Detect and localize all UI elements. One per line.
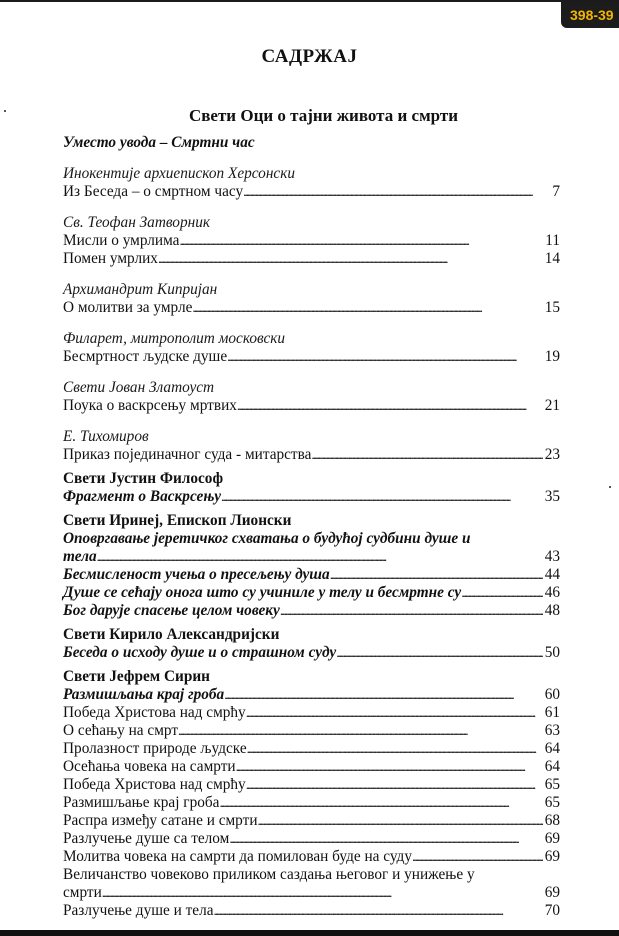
toc-author-heading: Свети Јефрем Сирин (63, 668, 210, 685)
toc-entry (63, 446, 560, 464)
toc-author-heading: Свети Иринеј, Епископ Лионски (63, 512, 292, 529)
dot-leader (330, 566, 543, 584)
toc-entry (63, 250, 560, 268)
toc-entry-title: Распра између сатане и смрти (63, 812, 258, 829)
toc-entry-title: Размишљање крај гроба (63, 794, 220, 811)
toc-entry-title: Помен умрлих (63, 250, 158, 267)
toc-entry (63, 704, 560, 722)
toc-entry-title: Приказ појединачног суда - митарства (63, 446, 312, 463)
toc-entry (63, 758, 560, 776)
toc-spacer (63, 268, 560, 281)
toc-author: Филарет, митрополит московски (63, 330, 286, 347)
toc-entry (63, 686, 560, 704)
toc-page-number: 60 (544, 686, 560, 703)
toc-entry (63, 812, 560, 830)
toc-entry-title: Победа Христова над смрћу (63, 776, 246, 793)
toc-entry (63, 902, 560, 920)
dot-leader (461, 584, 542, 602)
toc-page-number: 48 (544, 602, 560, 619)
dot-leader (219, 794, 542, 812)
toc-entry (63, 830, 560, 848)
dot-leader (243, 183, 544, 201)
toc-page-number: 21 (544, 397, 560, 414)
toc-entry (63, 740, 560, 758)
dot-leader (229, 830, 542, 848)
toc-author: Е. Тихомиров (63, 428, 149, 445)
toc-author-heading: Свети Кирило Александријски (63, 626, 280, 643)
bottom-border (0, 930, 619, 936)
toc-entry-title: Оповргавање јеретичког схватања о будућој судбини душе и (63, 530, 471, 547)
toc-spacer (63, 415, 560, 428)
dot-leader (102, 884, 543, 902)
dot-leader (412, 848, 543, 866)
toc-page-number: 69 (544, 830, 560, 847)
toc-spacer (63, 201, 560, 214)
toc-page-number: 68 (544, 812, 560, 829)
toc-page-number: 64 (544, 758, 560, 775)
toc-page-number: 19 (544, 348, 560, 365)
toc-entry (63, 348, 560, 366)
dot-leader (247, 740, 543, 758)
toc-entry (63, 884, 560, 902)
toc-entry-title: Молитва човека на самрти да помилован буде на суду (63, 848, 412, 865)
dot-leader (237, 397, 543, 415)
toc-entry (63, 299, 560, 317)
dot-leader (192, 299, 542, 317)
toc-author: Инокентије архиепископ Херсонски (63, 165, 296, 182)
toc-entry-title: Беседа о исходу душе и о страшном суду (63, 644, 337, 661)
dot-leader (311, 446, 542, 464)
toc-spacer (63, 366, 560, 379)
scan-speck (609, 486, 611, 488)
toc-page-number: 35 (544, 488, 560, 505)
toc-entry-title: О сећању на смрт (63, 722, 179, 739)
toc-entry (63, 794, 560, 812)
toc-entry (63, 584, 560, 602)
toc-page-number: 64 (544, 740, 560, 757)
toc-spacer (63, 152, 560, 165)
toc-author-heading: Свети Јустин Философ (63, 470, 224, 487)
toc-entry-title: Бесмртност људске душе (63, 348, 228, 365)
toc-entry-title: Бог дарује спасење целом човеку (63, 602, 280, 619)
toc-page-number: 69 (544, 848, 560, 865)
dot-leader (221, 488, 543, 506)
toc-entry (63, 722, 560, 740)
toc-entry-title: Бесмисленост учења о пресељењу душа (63, 566, 330, 583)
toc-entry-title: Поука о васкрсењу мртвих (63, 397, 237, 414)
toc-page-number: 50 (544, 644, 560, 661)
dot-leader (179, 232, 543, 250)
toc-page-number: 61 (544, 704, 560, 721)
toc-page-number: 44 (544, 566, 560, 583)
toc-entry-title: Фрагмент о Васкрсењу (63, 488, 222, 505)
toc-entry (63, 232, 560, 250)
top-border (0, 0, 619, 2)
toc-page-number: 15 (544, 299, 560, 316)
toc-entry-title: Мисли о умрлима (63, 232, 180, 249)
toc-entry (63, 566, 560, 584)
toc-entry (63, 397, 560, 415)
dot-leader (280, 602, 543, 620)
dot-leader (236, 758, 543, 776)
dot-leader (158, 250, 543, 268)
toc-entry-title: Из Беседа – о смртном часу (63, 183, 244, 200)
toc-entry-title: Разлучење душе и тела (63, 902, 214, 919)
page-range-badge (561, 2, 619, 28)
dot-leader (97, 548, 543, 566)
dot-leader (227, 348, 543, 366)
toc-entry-title: Пролазност природе људске (63, 740, 247, 757)
toc-spacer (63, 317, 560, 330)
toc-page-number: 23 (544, 446, 560, 463)
toc-page-number: 43 (544, 548, 560, 565)
dot-leader (214, 902, 543, 920)
toc-author: Свети Јован Златоуст (63, 379, 215, 396)
toc-entry-title: Осећања човека на самрти (63, 758, 236, 775)
toc-entry (63, 644, 560, 662)
dot-leader (258, 812, 543, 830)
toc-entry (63, 602, 560, 620)
toc-author: Архимандрит Кипријан (63, 281, 218, 298)
toc-page-number: 46 (544, 584, 560, 601)
page-range-label: 398-39 (570, 7, 614, 23)
toc-entry-title: тела (63, 548, 97, 565)
dot-leader (246, 704, 543, 722)
toc-entry-title: Величанство човеково приликом саздања његовог и унижење у (63, 866, 475, 883)
section-title: Свети Оци о тајни живота и смрти (188, 106, 459, 125)
toc-entry (63, 488, 560, 506)
toc-entry-title: О молитви за умрле (63, 299, 193, 316)
toc-page-number: 65 (544, 794, 560, 811)
toc-entry-title: Разлучење душе са телом (63, 830, 230, 847)
toc-entry-title: Душе се сећају онога што су учиниле у телу и бесмртне су (63, 584, 462, 601)
toc-page-number: 63 (544, 722, 560, 739)
toc-entry (63, 776, 560, 794)
toc-entry (63, 848, 560, 866)
toc-entry-title: Победа Христова над смрћу (63, 704, 246, 721)
toc-entry (63, 548, 560, 566)
toc-author: Св. Теофан Затворник (63, 214, 211, 231)
table-of-contents (63, 134, 560, 920)
toc-entry (63, 183, 560, 201)
toc-page-number: 11 (545, 232, 560, 249)
dot-leader (224, 686, 543, 704)
toc-page-number: 14 (544, 250, 560, 267)
toc-page-number: 65 (544, 776, 560, 793)
dot-leader (246, 776, 543, 794)
page-title: САДРЖАЈ (261, 46, 358, 67)
dot-leader (178, 722, 543, 740)
toc-page-number: 69 (544, 884, 560, 901)
toc-page-number: 70 (544, 902, 560, 919)
toc-entry-title: Размишљања крај гроба (63, 686, 225, 703)
toc-page-number: 7 (552, 183, 560, 200)
toc-entry-title: смрти (63, 884, 102, 901)
toc-entry-title: Уместо увода – Смртни час (63, 134, 255, 151)
dot-leader (336, 644, 543, 662)
